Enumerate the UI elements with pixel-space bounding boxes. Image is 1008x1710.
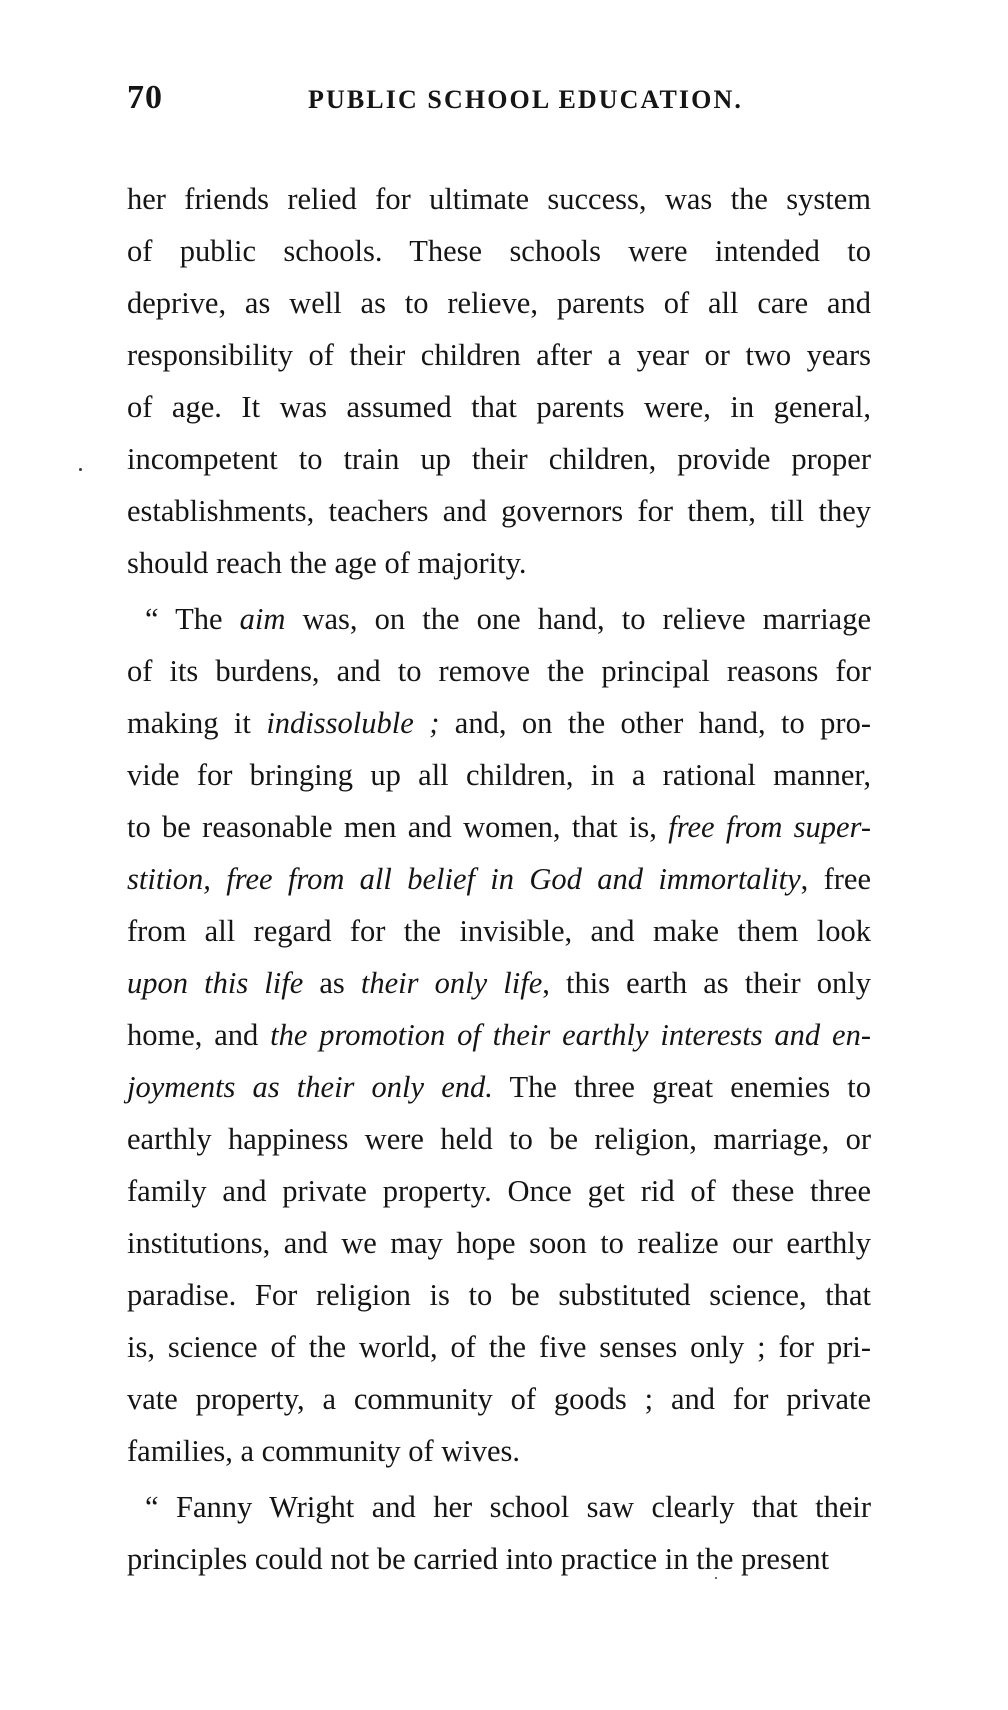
ink-speck	[715, 1577, 717, 1579]
text-line	[127, 485, 871, 537]
text-line	[127, 329, 871, 381]
text-segment: her friends relied for ultimate success, was the system	[127, 182, 871, 216]
text-segment: of age. It was assumed that parents were, in general,	[127, 390, 871, 424]
text-segment: families, a community of wives.	[127, 1434, 521, 1468]
italic-text: indissoluble ;	[266, 706, 440, 740]
text-segment: and, on the other hand, to pro-	[439, 706, 871, 740]
text-segment: should reach the age of majority.	[127, 546, 527, 580]
text-segment: The three great enemies to	[492, 1070, 871, 1104]
text-segment: deprive, as well as to relieve, parents of all care and	[127, 286, 871, 320]
body-text	[127, 173, 871, 1585]
text-line	[127, 957, 871, 1009]
text-line	[127, 1009, 871, 1061]
italic-text: free from super-	[668, 810, 871, 844]
text-line	[127, 749, 871, 801]
text-line	[127, 1269, 871, 1321]
text-segment: paradise. For religion is to be substituted science, that	[127, 1278, 871, 1312]
text-segment: responsibility of their children after a year or two years	[127, 338, 871, 372]
text-line	[127, 1481, 871, 1533]
paragraph	[127, 173, 871, 589]
text-line	[127, 277, 871, 329]
text-segment: vate property, a community of goods ; and for private	[127, 1382, 871, 1416]
text-line	[127, 697, 871, 749]
text-segment: incompetent to train up their children, provide proper	[127, 442, 871, 476]
italic-text: aim	[239, 602, 286, 636]
text-segment: principles could not be carried into practice in the present	[127, 1542, 830, 1576]
text-line	[127, 905, 871, 957]
page-number: 70	[127, 79, 163, 116]
italic-text: upon this life	[127, 966, 304, 1000]
text-segment: from all regard for the invisible, and make them look	[127, 914, 871, 948]
text-segment: family and private property. Once get rid of these three	[127, 1174, 871, 1208]
paragraph	[127, 593, 871, 1477]
text-line	[127, 1321, 871, 1373]
text-line	[127, 433, 871, 485]
text-segment: institutions, and we may hope soon to realize our earthly	[127, 1226, 871, 1260]
text-segment: “ The	[145, 602, 240, 636]
text-segment: , this earth as their only	[542, 966, 871, 1000]
text-line	[127, 1217, 871, 1269]
running-head: PUBLIC SCHOOL EDUCATION.	[308, 85, 743, 114]
text-line	[127, 1061, 871, 1113]
text-line	[127, 645, 871, 697]
italic-text: stition, free from all belief in God and immortality	[127, 862, 801, 896]
italic-text: their only life	[360, 966, 543, 1000]
text-line	[127, 801, 871, 853]
text-line	[127, 1373, 871, 1425]
italic-text: the promotion of their earthly interests and en-	[270, 1018, 871, 1052]
text-segment: as	[303, 966, 361, 1000]
text-segment: earthly happiness were held to be religion, marriage, or	[127, 1122, 871, 1156]
text-line	[127, 173, 871, 225]
text-segment: to be reasonable men and women, that is,	[127, 810, 669, 844]
text-segment: is, science of the world, of the five senses only ; for pri-	[127, 1330, 871, 1364]
text-line	[127, 537, 871, 589]
text-line	[127, 1533, 871, 1585]
text-segment: “ Fanny Wright and her school saw clearly that their	[145, 1490, 871, 1524]
text-segment: , free	[800, 862, 872, 896]
text-line	[127, 853, 871, 905]
text-line	[127, 1425, 871, 1477]
text-segment: vide for bringing up all children, in a rational manner,	[127, 758, 871, 792]
page-header	[127, 78, 871, 118]
italic-text: joyments as their only end.	[127, 1070, 493, 1104]
text-segment: making it	[127, 706, 267, 740]
text-line	[127, 593, 871, 645]
text-line	[127, 1165, 871, 1217]
text-line	[127, 381, 871, 433]
text-segment: home, and	[127, 1018, 271, 1052]
paragraph	[127, 1481, 871, 1585]
text-line	[127, 225, 871, 277]
text-segment: was, on the one hand, to relieve marriage	[285, 602, 871, 636]
text-segment: of public schools. These schools were intended to	[127, 234, 871, 268]
text-segment: establishments, teachers and governors for them, till they	[127, 494, 871, 528]
text-line	[127, 1113, 871, 1165]
text-segment: of its burdens, and to remove the principal reasons for	[127, 654, 871, 688]
ink-speck	[79, 468, 82, 471]
